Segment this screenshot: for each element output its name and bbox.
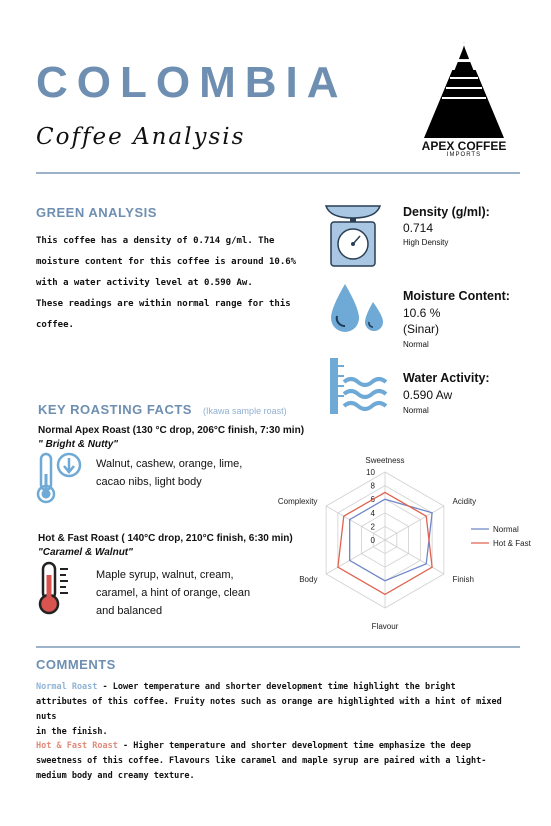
notes-line: Maple syrup, walnut, cream,: [96, 569, 234, 581]
moisture-value: 10.6 %: [403, 306, 441, 320]
page-subtitle: Coffee Analysis: [36, 124, 246, 150]
comments-heading: COMMENTS: [36, 657, 116, 672]
green-analysis-text: [36, 231, 306, 336]
density-value: 0.714: [403, 221, 434, 235]
text-line: This coffee has a density of 0.714 g/ml. The: [36, 236, 275, 246]
radar-axis-label: Acidity: [452, 497, 477, 506]
comment-line: sweetness of this coffee. Flavours like caramel and maple syrup are paired with a light-: [36, 756, 487, 766]
notes-line: cacao nibs, light body: [96, 476, 202, 488]
text-line: with a water activity level at 0.590 Aw.: [36, 278, 253, 288]
apex-logo-icon: [420, 36, 508, 140]
green-analysis-heading: GREEN ANALYSIS: [36, 205, 157, 220]
normal-roast-subtitle: " Bright & Nutty": [38, 439, 119, 450]
hot-roast-label: Hot & Fast Roast: [36, 741, 118, 751]
normal-roast-comment: [36, 680, 526, 740]
hot-roast-title: Hot & Fast Roast ( 140°C drop, 210°C finish, 6:30 min): [38, 533, 293, 544]
radar-axis-label: Finish: [452, 575, 474, 584]
hot-roast-notes: [96, 566, 250, 620]
normal-roast-label: Normal Roast: [36, 682, 98, 692]
logo-name: APEX COFFEE: [421, 139, 507, 153]
water-activity-note: Normal: [403, 406, 429, 415]
density-note: High Density: [403, 238, 449, 247]
thermometer-cool-icon: [36, 452, 82, 504]
moisture-method: (Sinar): [403, 322, 440, 336]
radar-axis-label: Body: [299, 575, 318, 584]
water-activity-label: Water Activity:: [403, 371, 490, 385]
logo-sub: IMPORTS: [446, 152, 482, 158]
comments-divider: [36, 646, 520, 648]
text-line: coffee.: [36, 320, 74, 330]
radar-axis-label: Sweetness: [365, 456, 405, 465]
moisture-note: Normal: [403, 340, 429, 349]
radar-tick-label: 8: [370, 481, 375, 491]
radar-series-line: [350, 499, 432, 581]
roasting-heading-note: (Ikawa sample roast): [203, 406, 287, 416]
water-activity-icon: [330, 358, 388, 414]
notes-line: caramel, a hint of orange, clean: [96, 587, 251, 599]
radar-tick-label: 0: [370, 536, 375, 545]
droplets-icon: [325, 282, 387, 338]
comment-line: medium body and creamy texture.: [36, 771, 195, 781]
radar-tick-label: 6: [370, 495, 375, 505]
roasting-heading-row: [38, 399, 287, 418]
moisture-label: Moisture Content:: [403, 289, 510, 303]
roasting-heading: KEY ROASTING FACTS: [38, 402, 192, 417]
comment-line: in the finish.: [36, 727, 108, 737]
density-label: Density (g/ml):: [403, 205, 490, 219]
page-title: COLOMBIA: [36, 58, 348, 107]
radar-tick-label: 2: [370, 522, 375, 532]
comment-line: attributes of this coffee. Fruity notes such as orange are highlighted with a hint of mixed nuts: [36, 697, 502, 722]
svg-text:A: A: [450, 35, 478, 79]
radar-tick-label: 4: [370, 508, 375, 518]
comment-line: - Higher temperature and shorter development time emphasize the deep: [117, 741, 471, 751]
radar-spoke: [326, 506, 385, 540]
text-line: These readings are within normal range for this: [36, 299, 291, 309]
notes-line: Walnut, cashew, orange, lime,: [96, 458, 243, 470]
flavour-radar-chart: [275, 452, 535, 631]
water-activity-value: 0.590 Aw: [403, 388, 453, 402]
text-line: moisture content for this coffee is around 10.6%: [36, 257, 297, 267]
legend-label: Normal: [493, 525, 519, 534]
normal-roast-title: Normal Apex Roast (130 °C drop, 206°C finish, 7:30 min): [38, 425, 305, 436]
comment-line: - Lower temperature and shorter development time highlight the bright: [97, 682, 456, 692]
legend-label: Hot & Fast: [493, 539, 531, 548]
hot-roast-subtitle: "Caramel & Walnut": [38, 547, 133, 558]
notes-line: and balanced: [96, 605, 163, 617]
radar-spoke: [326, 540, 385, 574]
radar-tick-label: 10: [366, 468, 375, 477]
radar-axis-label: Flavour: [371, 622, 399, 631]
scale-icon: [322, 202, 384, 268]
hot-roast-comment: [36, 739, 526, 784]
normal-roast-notes: [96, 455, 242, 491]
header-divider: [36, 172, 520, 174]
radar-axis-label: Complexity: [277, 497, 318, 506]
thermometer-hot-icon: [36, 561, 76, 615]
radar-spoke: [385, 506, 444, 540]
